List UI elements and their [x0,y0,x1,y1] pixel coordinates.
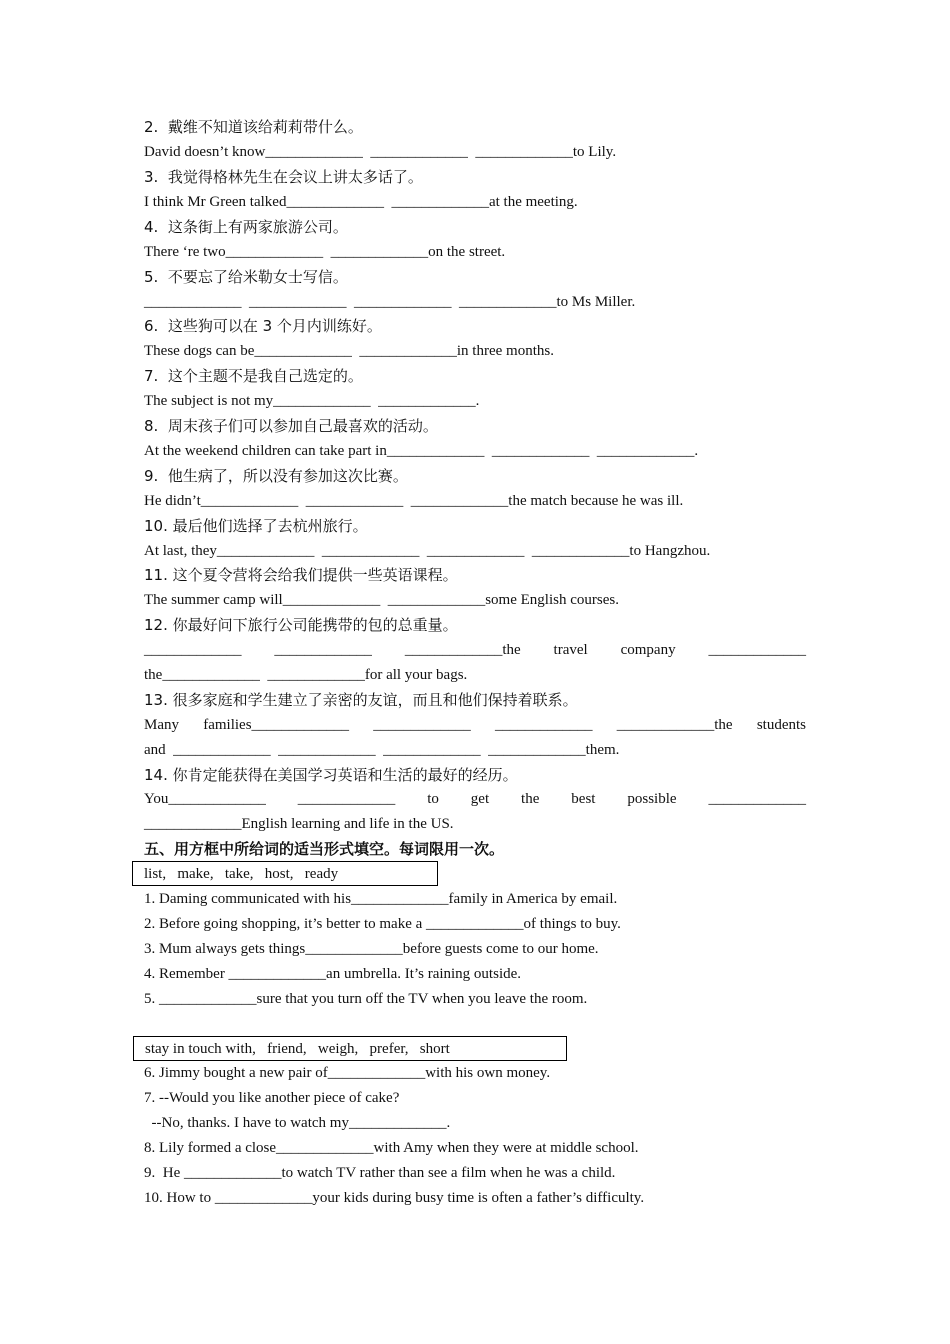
q12-english-line1 [144,638,806,663]
q8-chinese: 8. 周末孩子们可以参加自己最喜欢的活动。 [144,417,438,435]
q11-chinese: 11. 这个夏令营将会给我们提供一些英语课程。 [144,566,458,584]
q12-word: company [620,642,676,658]
q14-word: _____________ [297,791,396,807]
q9-chinese: 9. 他生病了，所以没有参加这次比赛。 [144,467,408,485]
s7-answer: --No, thanks. I have to watch my_____________. [144,1115,451,1131]
q13-chinese: 13. 很多家庭和学生建立了亲密的友谊，而且和他们保持着联系。 [144,691,578,709]
q6-english: These dogs can be_____________ _____________in three months. [144,343,554,359]
q11-english: The summer camp will_____________ _____________some English courses. [144,592,619,608]
q7-chinese: 7. 这个主题不是我自己选定的。 [144,367,363,385]
q10-english: At last, they_____________ _____________ _____________ _____________to Hangzhou. [144,543,711,559]
q3-english: I think Mr Green talked_____________ _____________at the meeting. [144,194,578,210]
s2-sentence: 2. Before going shopping, it’s better to make a _____________of things to buy. [144,916,621,932]
q14-word: _____________ [708,791,806,807]
q6-chinese: 6. 这些狗可以在 3 个月内训练好。 [144,317,382,335]
q12-word: _____________the [404,642,521,658]
q9-english: He didn’t_____________ _____________ _____________the match because he was ill. [144,493,684,509]
q2-english: David doesn’t know_____________ _____________ _____________to Lily. [144,144,617,160]
q14-word: get [470,791,490,807]
q14-english-line1 [144,787,806,812]
s9-sentence: 9. He _____________to watch TV rather than see a film when he was a child. [144,1165,616,1181]
s8-sentence: 8. Lily formed a close_____________with Amy when they were at middle school. [144,1140,639,1156]
s6-sentence: 6. Jimmy bought a new pair of_____________with his own money. [144,1065,551,1081]
q3-chinese: 3. 我觉得格林先生在会议上讲太多话了。 [144,168,423,186]
q13-english-line2: and _____________ _____________ _____________ _____________them. [144,742,620,758]
q10-chinese: 10. 最后他们选择了去杭州旅行。 [144,517,368,535]
q4-chinese: 4. 这条街上有两家旅游公司。 [144,218,348,236]
q14-word: possible [627,791,677,807]
q14-word: to [427,791,439,807]
q12-word: travel [553,642,588,658]
q8-english: At the weekend children can take part in_____________ _____________ _____________. [144,443,699,459]
q13-word: families_____________ [203,717,350,733]
q14-chinese: 14. 你肯定能获得在美国学习英语和生活的最好的经历。 [144,766,518,784]
q2-chinese: 2. 戴维不知道该给莉莉带什么。 [144,118,363,136]
s3-sentence: 3. Mum always gets things_____________before guests come to our home. [144,941,599,957]
q5-english: _____________ _____________ _____________ _____________to Ms Miller. [144,294,636,310]
word-bank-box-2: stay in touch with, friend, weigh, prefer, short [133,1036,567,1061]
s10-sentence: 10. How to _____________your kids during busy time is often a father’s difficulty. [144,1190,645,1206]
s1-sentence: 1. Daming communicated with his_____________family in America by email. [144,891,618,907]
q5-chinese: 5. 不要忘了给米勒女士写信。 [144,268,348,286]
q4-english: There ‘re two_____________ _____________on the street. [144,244,506,260]
q14-word: the [521,791,540,807]
q12-word: _____________ [708,642,806,658]
word-bank-box-1: list, make, take, host, ready [132,861,438,886]
q14-english-line2: _____________English learning and life in the US. [144,816,454,832]
q12-chinese: 12. 你最好问下旅行公司能携带的包的总重量。 [144,616,458,634]
q13-word: students [756,717,806,733]
q13-word: Many [144,717,179,733]
s5-sentence: 5. _____________sure that you turn off the TV when you leave the room. [144,991,588,1007]
q13-word: _____________the [616,717,733,733]
q12-word: _____________ [274,642,372,658]
q13-english-line1 [144,713,806,738]
q7-english: The subject is not my_____________ _____________. [144,393,480,409]
q14-word: You_____________ [144,791,266,807]
section5-heading: 五、用方框中所给词的适当形式填空。每词限用一次。 [144,840,505,858]
q13-word: _____________ [495,717,593,733]
q12-word: _____________ [144,642,242,658]
q13-word: _____________ [373,717,471,733]
s4-sentence: 4. Remember _____________an umbrella. It’s raining outside. [144,966,522,982]
q14-word: best [571,791,596,807]
s7-question: 7. --Would you like another piece of cake? [144,1090,400,1106]
q12-english-line2: the_____________ _____________for all your bags. [144,667,468,683]
